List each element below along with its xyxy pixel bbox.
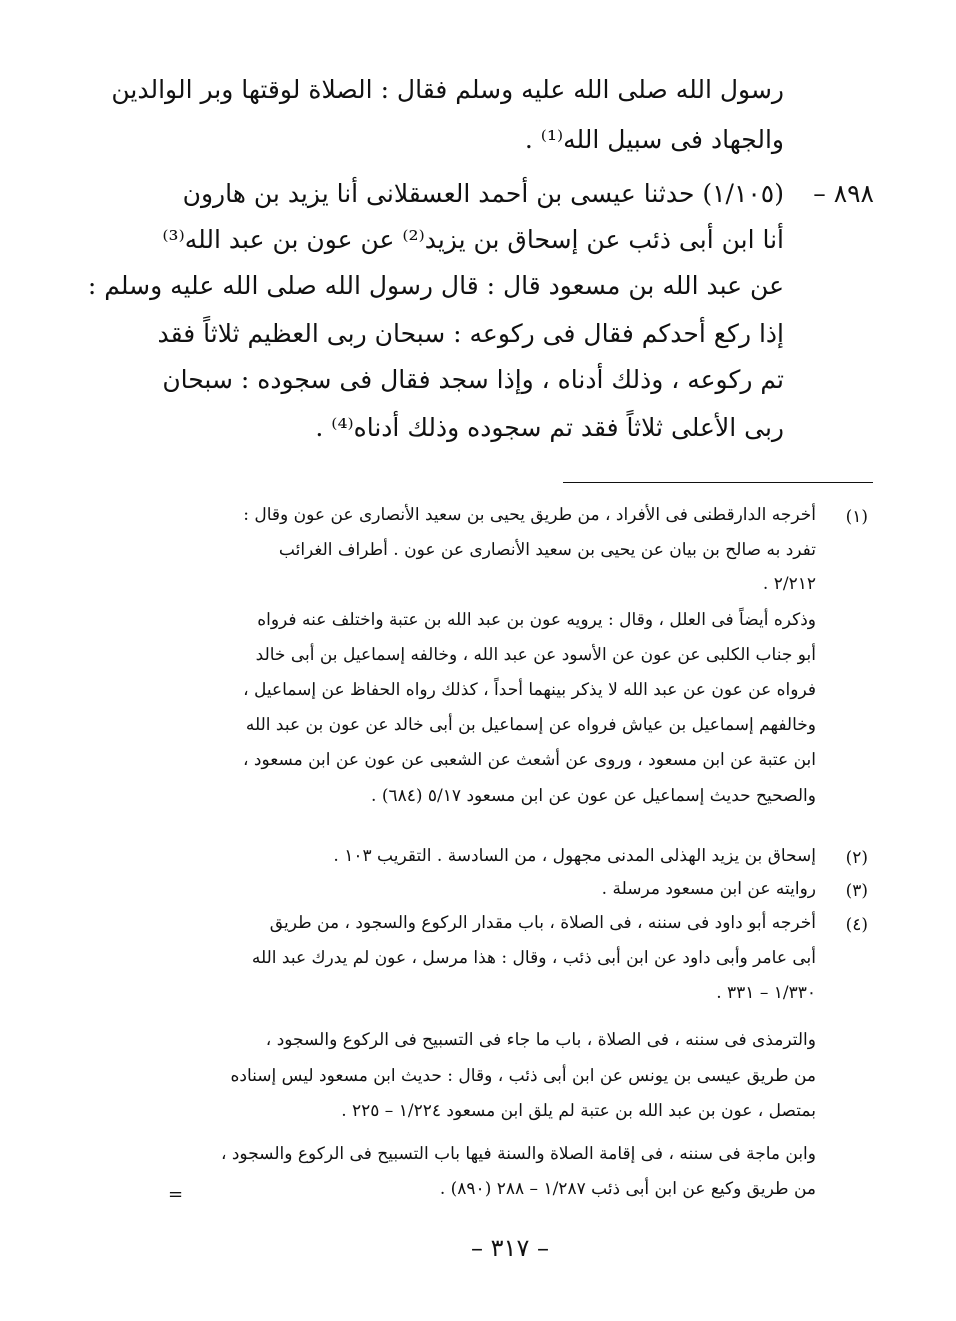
hadith-number: ٨٩٨ – <box>813 179 874 208</box>
footnote-line: ٢/٢١٢ . <box>762 574 816 594</box>
main-text-line: أنا ابن أبى ذئب عن إسحاق بن يزيد⁽²⁾ عن عون بن عبد الله⁽³⁾ <box>162 225 784 254</box>
footnote-separator <box>563 482 873 483</box>
footnote-line: ١/٣٣٠ – ٣٣١ . <box>716 983 816 1003</box>
footnote-line: وخالفهم إسماعيل بن عياش فرواه عن إسماعيل بن أبى خالد عن عون بن عبد الله <box>245 715 816 735</box>
footnote-number: (٢) <box>845 848 868 868</box>
main-text-line: ربى الأعلى ثلاثاً فقد تم سجوده وذلك أدناه⁽⁴⁾ . <box>315 413 784 442</box>
footnote-line: من طريق عيسى بن يونس عن ابن أبى ذئب ، وقال : حديث ابن مسعود ليس إسناده <box>230 1066 816 1086</box>
main-text-line: إذا ركع أحدكم فقال فى ركوعه : سبحان ربى العظيم ثلاثاً فقد <box>157 319 784 348</box>
continuation-mark: = <box>168 1184 184 1205</box>
page-number: – ٣١٧ – <box>471 1234 549 1262</box>
footnote-line: والصحيح حديث إسماعيل عن عون عن ابن مسعود ٥/١٧ (٦٨٤) . <box>371 786 816 806</box>
footnote-line: وذكره أيضاً فى العلل ، وقال : يرويه عون بن عبد الله بن عتبة واختلف عنه فرواه <box>257 610 816 630</box>
footnote-line: إسحاق بن يزيد الهذلى المدنى مجهول ، من السادسة . التقريب ١٠٣ . <box>333 846 816 866</box>
main-text-line: عن عبد الله بن مسعود قال : قال رسول الله صلى الله عليه وسلم : <box>87 271 784 300</box>
footnote-line: تفرد به صالح بن بيان عن يحيى بن سعيد الأنصارى عن عون . أطراف الغرائب <box>278 540 816 560</box>
footnote-line: أخرجه الدارقطنى فى الأفراد ، من طريق يحيى بن سعيد الأنصارى عن عون وقال : <box>243 505 816 525</box>
footnote-number: (٣) <box>845 881 868 901</box>
footnote-line: روايته عن ابن مسعود مرسلة . <box>601 879 816 899</box>
main-text-line: تم ركوعه ، وذلك أدناه ، وإذا سجد فقال فى سجوده : سبحان <box>162 365 784 394</box>
footnote-line: أبو جناب الكلبى عن عون عن الأسود عن عبد الله ، وخالفه إسماعيل بن أبى خالد <box>255 645 816 665</box>
main-text-line: رسول الله صلى الله عليه وسلم فقال : الصلاة لوقتها وبر الوالدين <box>111 75 784 104</box>
footnote-line: من طريق وكيع عن ابن أبى ذئب ١/٢٨٧ – ٢٨٨ (٨٩٠) . <box>439 1179 816 1199</box>
main-text-line: (١/١٠٥) حدثنا عيسى بن أحمد العسقلانى أنا يزيد بن هارون <box>182 179 784 208</box>
footnote-line: فرواه عن عون عن عبد الله لا يذكر بينهما أحداً ، كذلك رواه الحفاظ عن إسماعيل ، <box>243 680 816 700</box>
footnote-number: (١) <box>845 507 868 527</box>
footnote-line: والترمذى فى سننه ، فى الصلاة ، باب ما جاء فى التسبيح فى الركوع والسجود ، <box>265 1030 816 1050</box>
footnote-line: أخرجه أبو داود فى سننه ، فى الصلاة ، باب مقدار الركوع والسجود ، من طريق <box>269 913 816 933</box>
footnote-line: أبى عامر وأبى داود عن ابن أبى ذئب ، وقال : هذا مرسل ، عون لم يدرك عبد الله <box>251 948 816 968</box>
main-text-line: والجهاد فى سبيل الله⁽¹⁾ . <box>524 125 784 154</box>
footnote-line: ابن عتبة عن ابن مسعود ، وروى عن أشعث عن الشعبى عن عون عن ابن مسعود ، <box>243 750 816 770</box>
footnote-line: بمتصل ، عون بن عبد الله بن عتبة لم يلق ابن مسعود ١/٢٢٤ – ٢٢٥ . <box>341 1101 816 1121</box>
footnote-line: وابن ماجة فى سننه ، فى إقامة الصلاة والسنة فيها باب التسبيح فى الركوع والسجود ، <box>220 1144 816 1164</box>
footnote-number: (٤) <box>845 915 868 935</box>
